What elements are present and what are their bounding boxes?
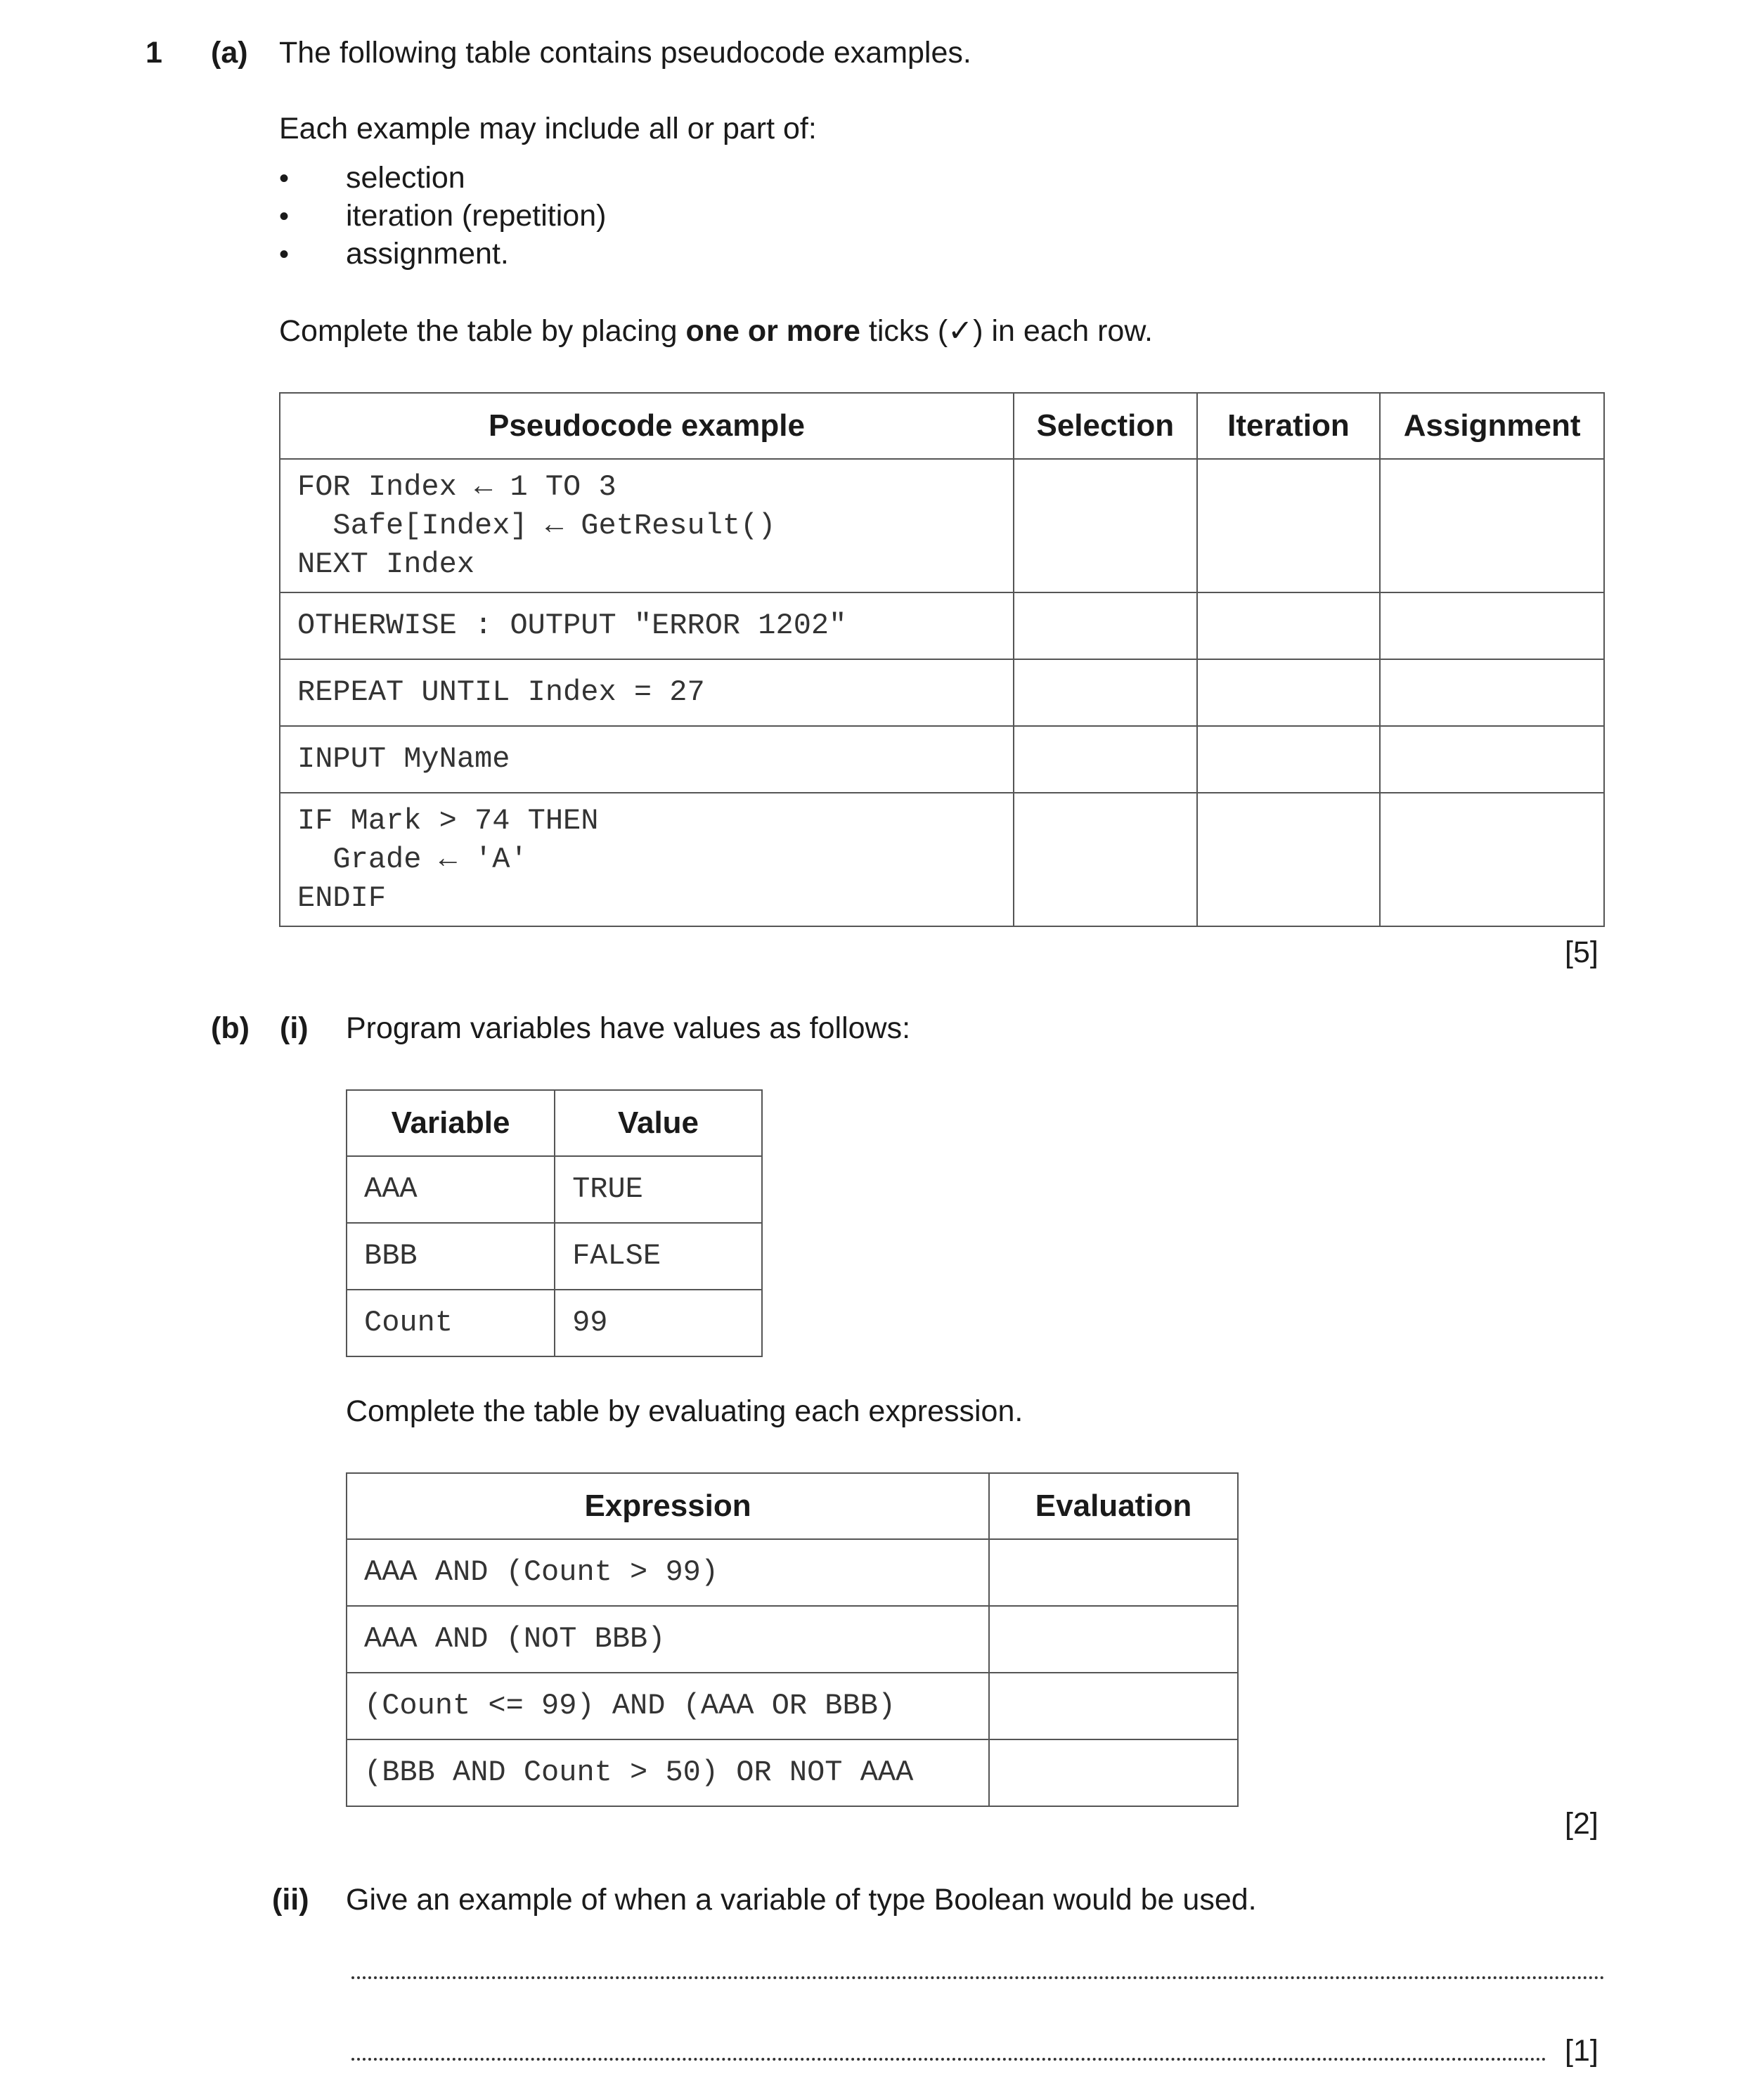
assignment-tick-cell[interactable] — [1380, 726, 1604, 793]
answer-line[interactable] — [351, 1976, 1605, 1979]
selection-tick-cell[interactable] — [1014, 659, 1197, 726]
part-b-i-label: (i) — [280, 1011, 309, 1045]
bullet-marker: • — [279, 163, 290, 194]
selection-tick-cell[interactable] — [1014, 793, 1197, 926]
code-line: Grade ← 'A' — [297, 842, 528, 876]
code-line: NEXT Index — [297, 547, 475, 581]
header-selection: Selection — [1014, 393, 1197, 459]
part-a-intro: The following table contains pseudocode examples. — [279, 36, 971, 70]
part-b-i-instruction: Complete the table by evaluating each expression. — [346, 1394, 1023, 1428]
variable-value: TRUE — [572, 1172, 643, 1206]
table-row — [347, 1290, 762, 1356]
bullet-marker: • — [279, 239, 290, 270]
table-row — [280, 793, 1604, 926]
assignment-tick-cell[interactable] — [1380, 592, 1604, 659]
variable-name: AAA — [364, 1172, 418, 1206]
part-b-i-intro: Program variables have values as follows: — [346, 1011, 911, 1045]
iteration-tick-cell[interactable] — [1197, 726, 1381, 793]
assignment-tick-cell[interactable] — [1380, 793, 1604, 926]
table-row — [347, 1606, 1238, 1673]
variable-name: Count — [364, 1306, 453, 1340]
table-row — [280, 726, 1604, 793]
code-line: OTHERWISE : OUTPUT "ERROR 1202" — [297, 609, 847, 642]
evaluation-answer-cell[interactable] — [989, 1673, 1238, 1739]
header-evaluation: Evaluation — [989, 1473, 1238, 1539]
assignment-tick-cell[interactable] — [1380, 659, 1604, 726]
value-cell — [555, 1223, 762, 1290]
pseudocode-cell — [280, 726, 1014, 793]
code-line: Safe[Index] ← GetResult() — [297, 508, 776, 543]
expression-text: (BBB AND Count > 50) OR NOT AAA — [364, 1756, 914, 1789]
table-row — [280, 659, 1604, 726]
pseudocode-cell — [280, 459, 1014, 592]
table-row — [347, 1156, 762, 1223]
instruction-pre: Complete the table by placing — [279, 314, 686, 348]
table-row — [280, 592, 1604, 659]
evaluation-answer-cell[interactable] — [989, 1606, 1238, 1673]
bullet-item: iteration (repetition) — [346, 199, 607, 233]
expression-cell — [347, 1739, 989, 1806]
assignment-tick-cell[interactable] — [1380, 459, 1604, 592]
variable-cell — [347, 1290, 555, 1356]
part-a-marks: [5] — [1565, 935, 1598, 969]
table-header-row — [347, 1090, 762, 1156]
variable-value: 99 — [572, 1306, 608, 1340]
include-text: Each example may include all or part of: — [279, 112, 817, 145]
variable-value: FALSE — [572, 1239, 661, 1273]
code-line: INPUT MyName — [297, 742, 510, 776]
table-row — [347, 1739, 1238, 1806]
evaluation-answer-cell[interactable] — [989, 1539, 1238, 1606]
header-pseudocode-example: Pseudocode example — [280, 393, 1014, 459]
instruction-bold: one or more — [685, 314, 860, 348]
variable-cell — [347, 1223, 555, 1290]
value-cell — [555, 1290, 762, 1356]
expression-text: AAA AND (Count > 99) — [364, 1555, 719, 1589]
table-row — [280, 459, 1604, 592]
bullet-item: assignment. — [346, 237, 509, 271]
expression-text: (Count <= 99) AND (AAA OR BBB) — [364, 1689, 896, 1723]
part-a-instruction — [279, 313, 1153, 350]
table-header-row — [347, 1473, 1238, 1539]
selection-tick-cell[interactable] — [1014, 726, 1197, 793]
part-b-ii-marks: [1] — [1565, 2034, 1598, 2068]
header-variable: Variable — [347, 1090, 555, 1156]
pseudocode-cell — [280, 659, 1014, 726]
bullet-marker: • — [279, 201, 290, 232]
expression-cell — [347, 1539, 989, 1606]
question-number: 1 — [146, 36, 162, 70]
table-header-row — [280, 393, 1604, 459]
table-row — [347, 1223, 762, 1290]
part-b-ii-label: (ii) — [272, 1883, 309, 1917]
code-line: ENDIF — [297, 881, 387, 915]
value-cell — [555, 1156, 762, 1223]
variable-table — [346, 1089, 763, 1357]
selection-tick-cell[interactable] — [1014, 459, 1197, 592]
expression-table — [346, 1472, 1239, 1807]
code-line: REPEAT UNTIL Index = 27 — [297, 675, 705, 709]
iteration-tick-cell[interactable] — [1197, 592, 1381, 659]
pseudocode-cell — [280, 592, 1014, 659]
iteration-tick-cell[interactable] — [1197, 793, 1381, 926]
evaluation-answer-cell[interactable] — [989, 1739, 1238, 1806]
code-line: IF Mark > 74 THEN — [297, 803, 599, 838]
answer-line[interactable] — [351, 2058, 1546, 2061]
header-value: Value — [555, 1090, 762, 1156]
part-b-i-marks: [2] — [1565, 1807, 1598, 1841]
table-row — [347, 1539, 1238, 1606]
part-b-label: (b) — [211, 1011, 250, 1045]
iteration-tick-cell[interactable] — [1197, 459, 1381, 592]
expression-cell — [347, 1606, 989, 1673]
part-a-label: (a) — [211, 36, 248, 70]
variable-name: BBB — [364, 1239, 418, 1273]
variable-cell — [347, 1156, 555, 1223]
iteration-tick-cell[interactable] — [1197, 659, 1381, 726]
header-assignment: Assignment — [1380, 393, 1604, 459]
part-b-ii-question: Give an example of when a variable of type Boolean would be used. — [346, 1883, 1257, 1917]
header-expression: Expression — [347, 1473, 989, 1539]
table-row — [347, 1673, 1238, 1739]
expression-cell — [347, 1673, 989, 1739]
pseudocode-cell — [280, 793, 1014, 926]
instruction-post: ticks (✓) in each row. — [860, 314, 1153, 348]
pseudocode-table — [279, 392, 1605, 927]
selection-tick-cell[interactable] — [1014, 592, 1197, 659]
header-iteration: Iteration — [1197, 393, 1381, 459]
code-line: FOR Index ← 1 TO 3 — [297, 469, 616, 504]
bullet-item: selection — [346, 161, 465, 195]
expression-text: AAA AND (NOT BBB) — [364, 1622, 666, 1656]
